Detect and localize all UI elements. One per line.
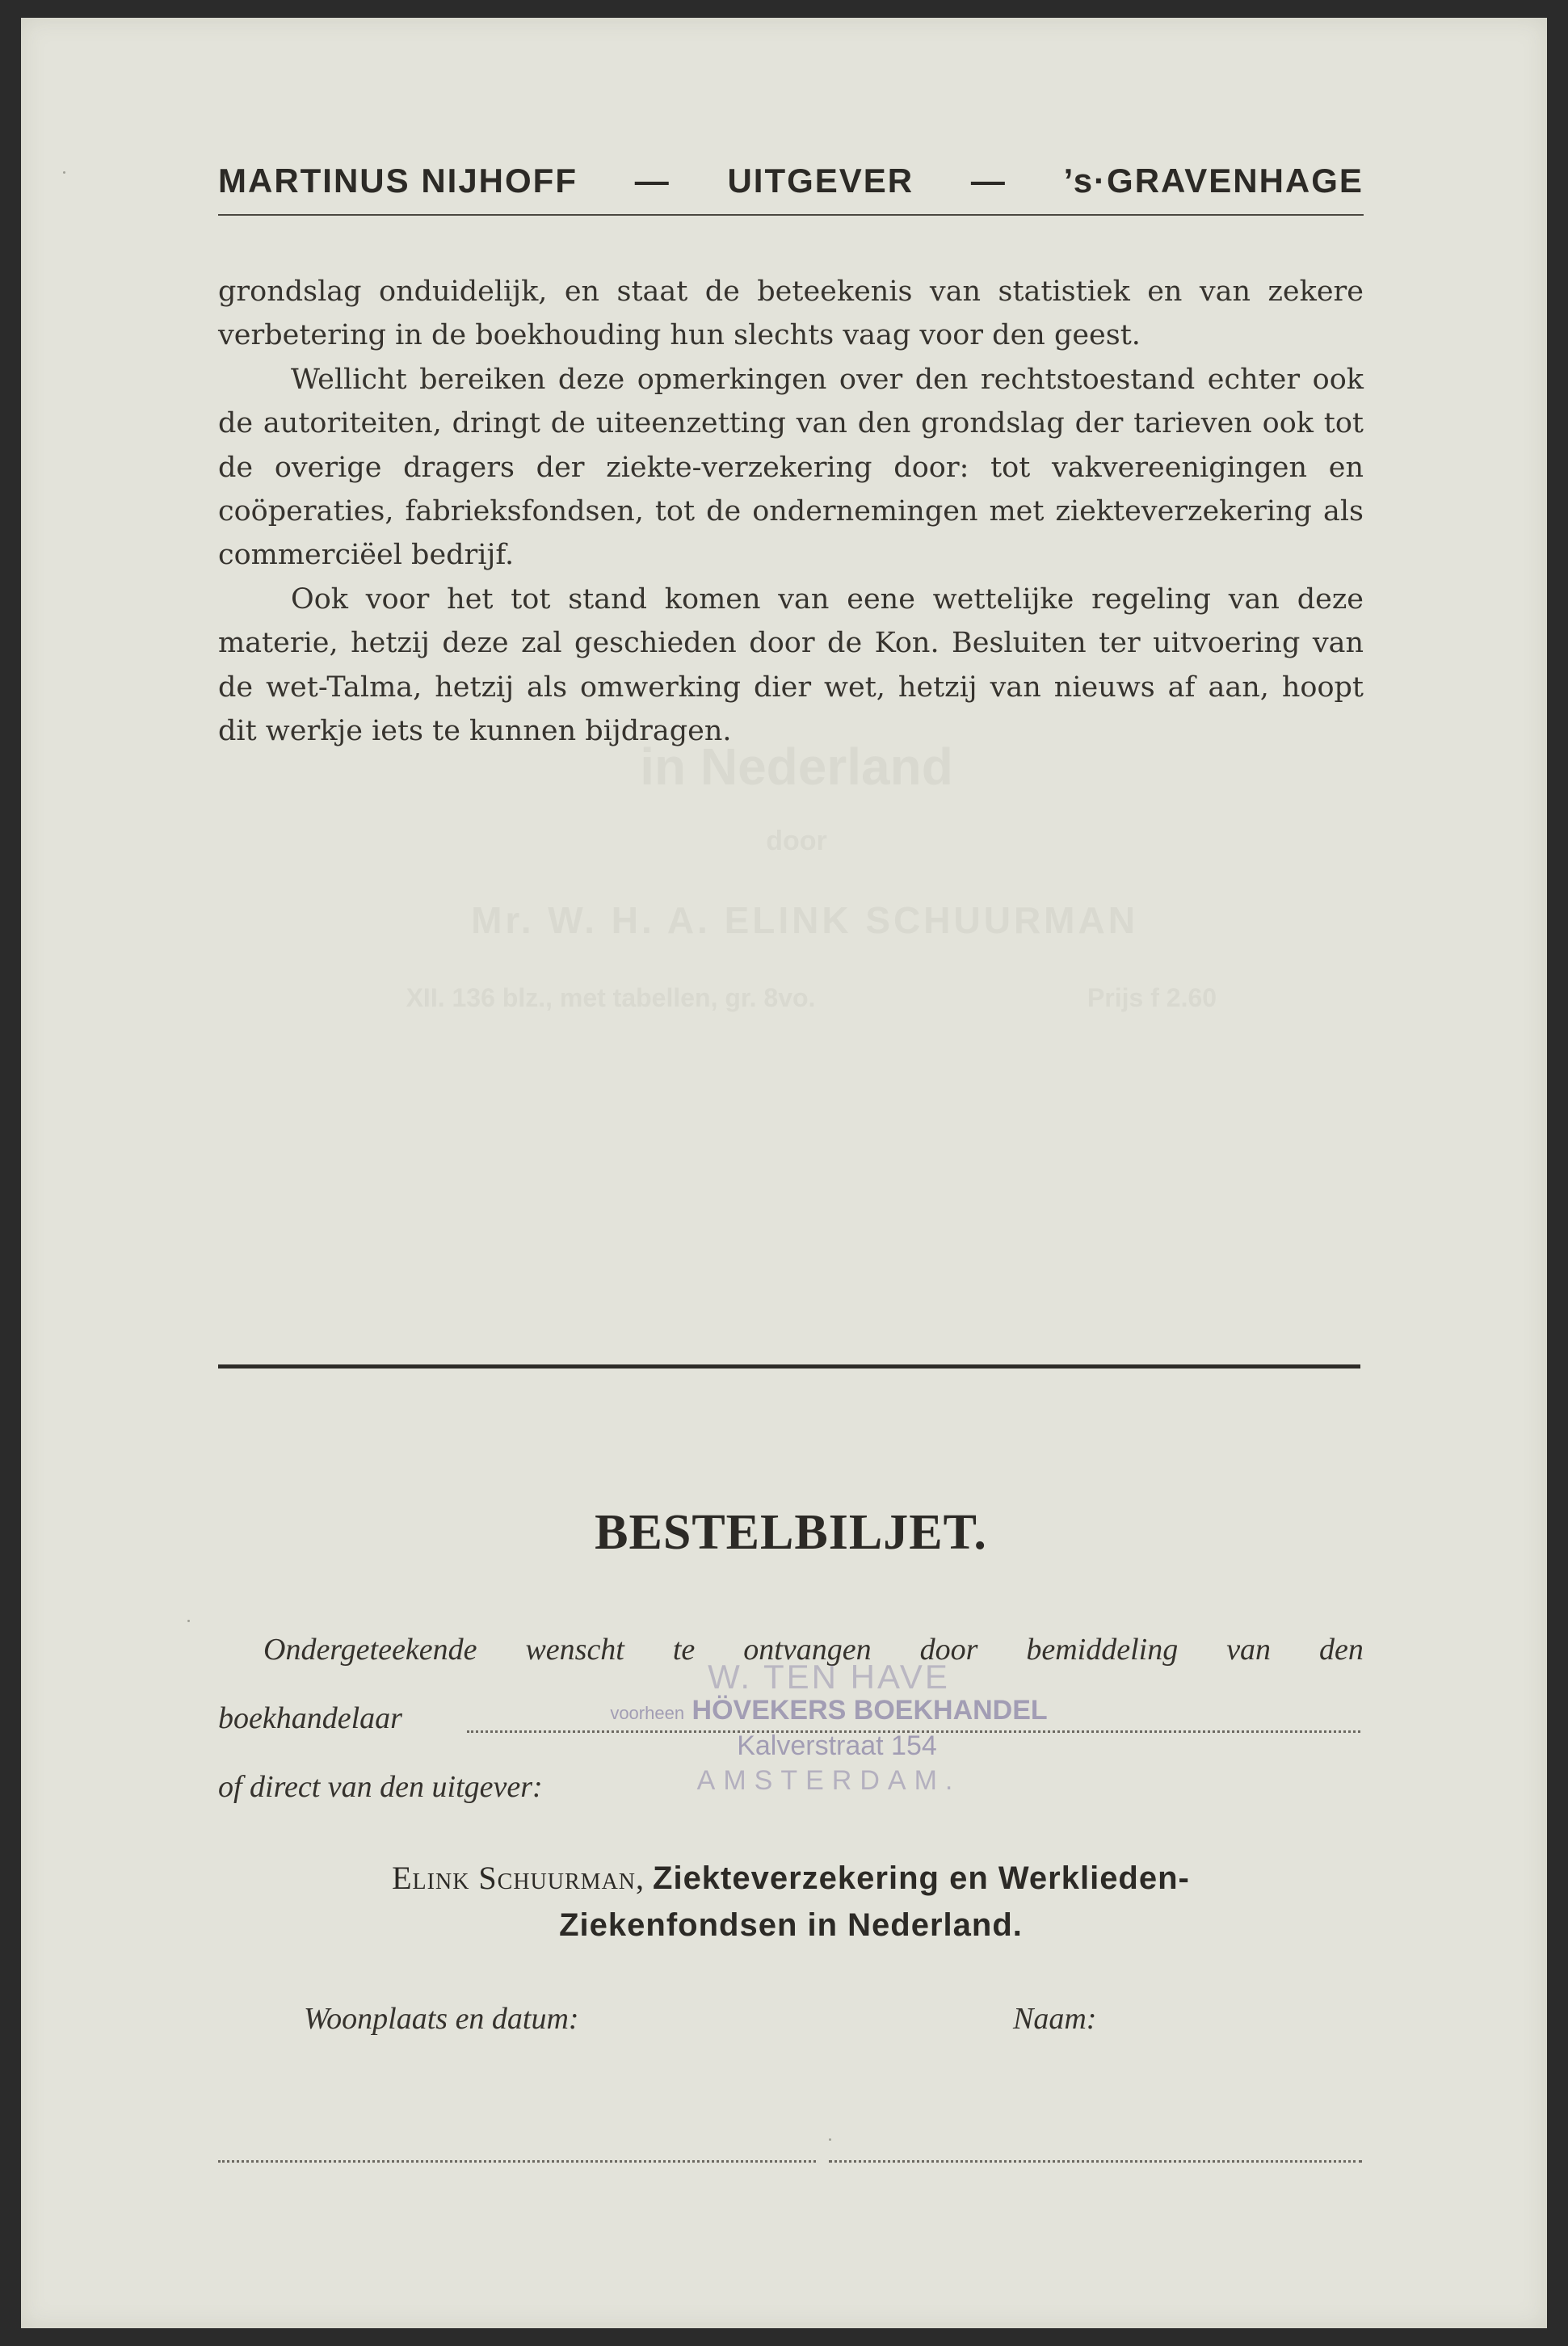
stamp-shop-name: HÖVEKERS BOEKHANDEL (692, 1695, 1048, 1726)
bookseller-stamp-line: Kalverstraat 154 (737, 1730, 937, 1761)
paper-speck (829, 2138, 831, 2141)
place-date-label: Woonplaats en datum: (304, 2002, 579, 2036)
paper-speck (187, 1620, 190, 1622)
header-rule (218, 214, 1364, 216)
paragraph: grondslag onduidelijk, en staat de beteekenis van statistiek en van zekere verbetering in de boekhouding hun slechts vaag voor den geest. (218, 275, 1364, 352)
author-name: Elink Schuurman, (392, 1860, 645, 1896)
paper-speck (63, 171, 65, 174)
paragraph: Wellicht bereiken deze opmerkingen over den rechtstoestand echter ook de autoriteiten, dringt de uiteenzetting van den grondslag der tarieven ook tot de overige dragers der ziekte-verzekering door: tot vakvereenigingen en coöperaties, fabrieksfondsen, tot de ondernemingen met ziekteverzekering als commerciëel bedrijf. (218, 363, 1364, 572)
stamp-small-text: voorheen (610, 1703, 685, 1723)
name-dotted-line[interactable] (829, 2160, 1362, 2163)
bookseller-label: boekhandelaar (218, 1701, 402, 1735)
bookseller-stamp-line: AMSTERDAM. (696, 1765, 961, 1796)
order-word: te (672, 1633, 696, 1667)
section-divider (218, 1364, 1360, 1368)
publisher-role: UITGEVER (727, 162, 914, 200)
publisher-direct-label: of direct van den uitgever: (218, 1770, 543, 1804)
bookseller-stamp-line: W. TEN HAVE (708, 1658, 950, 1696)
order-word: wenscht (525, 1633, 624, 1667)
book-title-part: Ziekenfondsen in Nederland. (559, 1907, 1023, 1943)
book-reference (218, 1855, 1364, 1949)
order-word: van (1226, 1633, 1272, 1667)
header-dash: — (634, 162, 670, 200)
place-date-dotted-line[interactable] (218, 2160, 816, 2163)
show-through-line: door (766, 826, 827, 856)
book-title-part: Ziekteverzekering en Werklieden- (653, 1860, 1190, 1896)
publisher-name: MARTINUS NIJHOFF (218, 162, 578, 200)
show-through-line: Prijs f 2.60 (1087, 983, 1217, 1012)
publisher-header (218, 157, 1364, 205)
body-text (218, 270, 1364, 753)
paragraph: Ook voor het tot stand komen van eene wettelijke regeling van deze materie, hetzij deze zal geschieden door de Kon. Besluiten ter uitvoering van de wet-Talma, hetzij als omwerking dier wet, hetzij van nieuws af aan, hoopt dit werkje iets te kunnen bijdragen. (218, 582, 1364, 748)
order-word: door (919, 1633, 978, 1667)
show-through-line: Mr. W. H. A. ELINK SCHUURMAN (471, 899, 1138, 941)
name-label: Naam: (1013, 2002, 1097, 2036)
order-word: bemiddeling (1026, 1633, 1179, 1667)
show-through-line: XII. 136 blz., met tabellen, gr. 8vo. (406, 983, 816, 1012)
order-word: ontvangen (743, 1633, 872, 1667)
bookseller-stamp-line (586, 1695, 1071, 1726)
show-through-line: in Nederland (640, 738, 953, 796)
order-form-title: BESTELBILJET. (595, 1505, 987, 1560)
order-word: den (1319, 1633, 1364, 1667)
publisher-city: ’s·GRAVENHAGE (1063, 162, 1364, 200)
header-dash: — (970, 162, 1007, 200)
document-page (21, 18, 1547, 2328)
order-word: Ondergeteekende (263, 1633, 477, 1667)
